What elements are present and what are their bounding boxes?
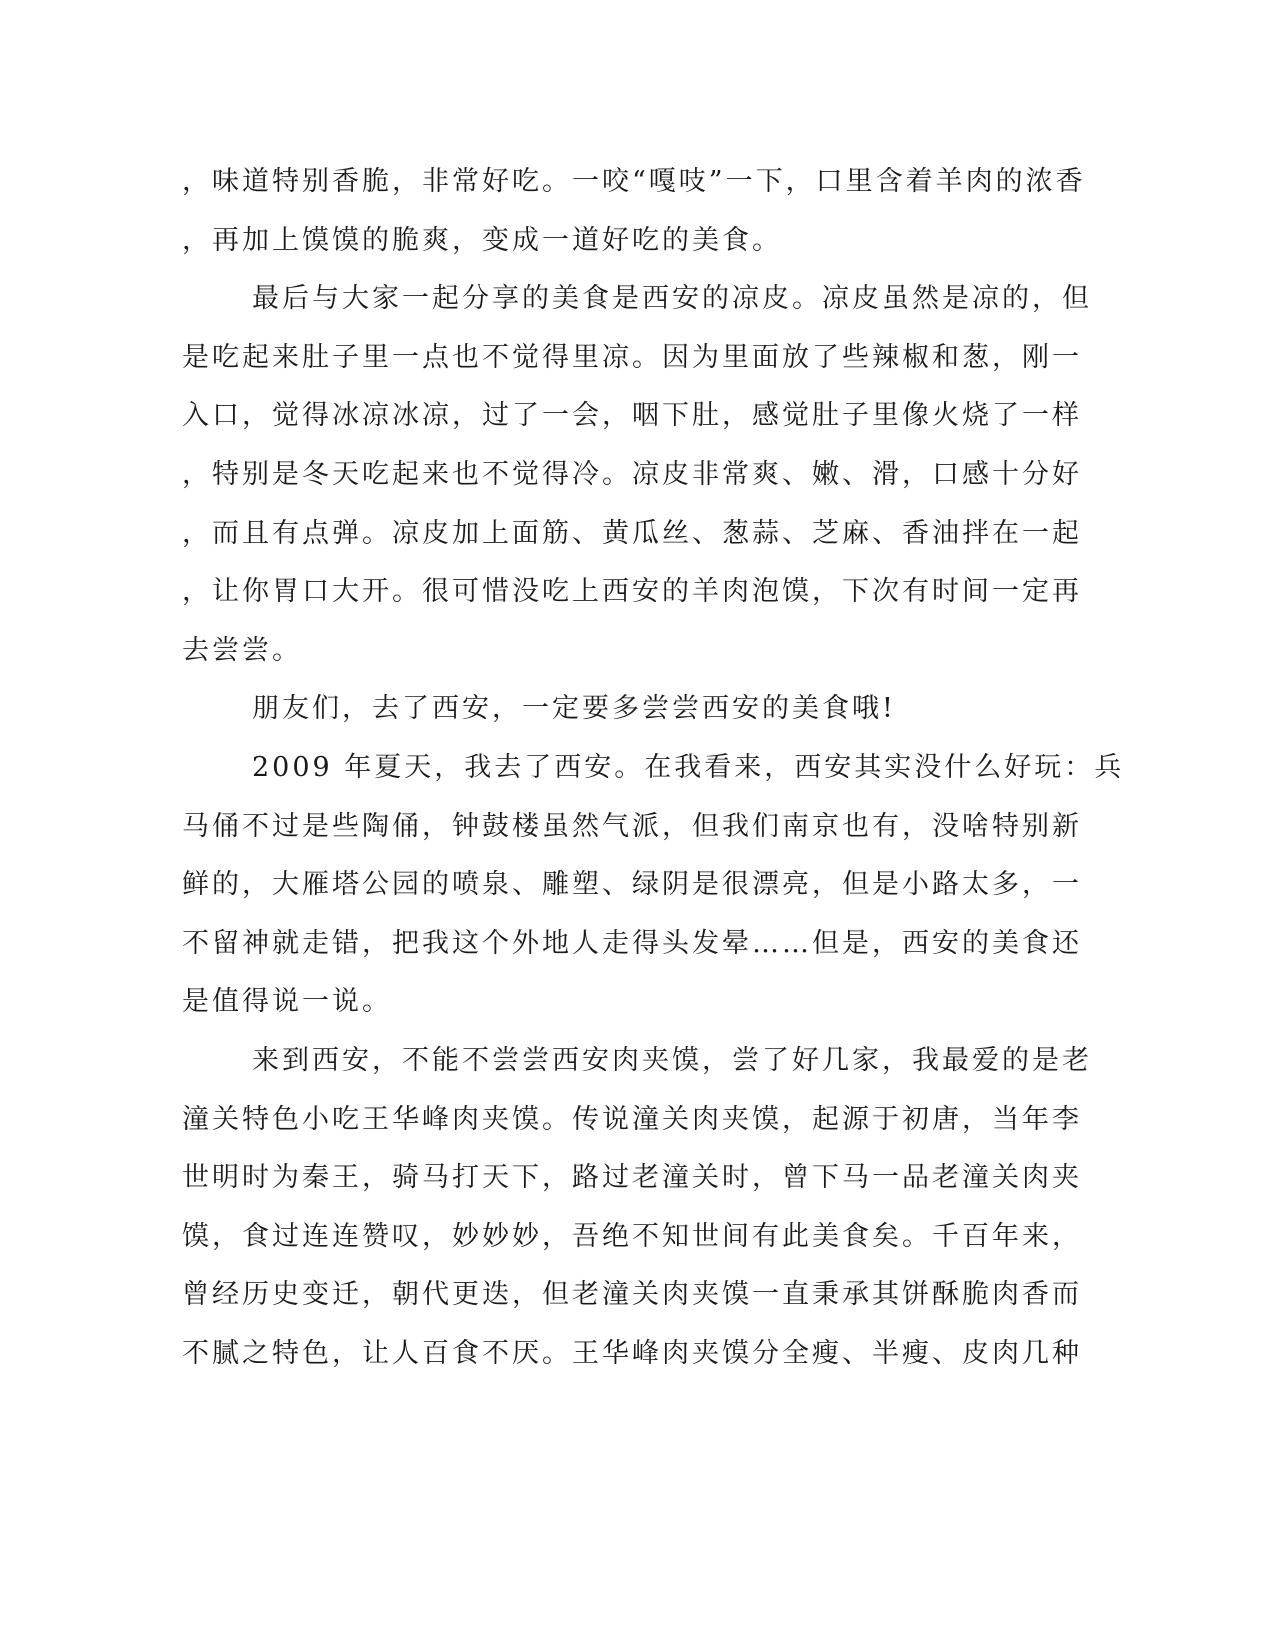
text-line: ，特别是冬天吃起来也不觉得冷。凉皮非常爽、嫩、滑，口感十分好 <box>182 458 1082 490</box>
text-line: ，而且有点弹。凉皮加上面筋、黄瓜丝、葱蒜、芝麻、香油拌在一起 <box>182 517 1082 549</box>
text-line: 入口，觉得冰凉冰凉，过了一会，咽下肚，感觉肚子里像火烧了一样 <box>182 400 1082 432</box>
text-line: 鲜的，大雁塔公园的喷泉、雕塑、绿阴是很漂亮，但是小路太多，一 <box>182 869 1082 901</box>
text-line: ，再加上馍馍的脆爽，变成一道好吃的美食。 <box>182 224 782 256</box>
text-line: ，让你胃口大开。很可惜没吃上西安的羊肉泡馍，下次有时间一定再 <box>182 576 1082 608</box>
text-line: 去尝尝。 <box>182 634 302 666</box>
paragraph-start-line: 最后与大家一起分享的美食是西安的凉皮。凉皮虽然是凉的，但 <box>252 283 1092 315</box>
text-line: 是值得说一说。 <box>182 986 392 1018</box>
text-line: ，味道特别香脆，非常好吃。一咬“嘎吱”一下，口里含着羊肉的浓香 <box>182 166 1086 197</box>
paragraph-start-line: 来到西安，不能不尝尝西安肉夹馍，尝了好几家，我最爱的是老 <box>252 1044 1092 1076</box>
text-line: 是吃起来肚子里一点也不觉得里凉。因为里面放了些辣椒和葱，刚一 <box>182 341 1082 373</box>
paragraph-start-line: 朋友们，去了西安，一定要多尝尝西安的美食哦! <box>252 693 896 725</box>
body-text <box>182 160 1125 1390</box>
text-line: 马俑不过是些陶俑，钟鼓楼虽然气派，但我们南京也有，没啥特别新 <box>182 810 1082 842</box>
text-line: 馍，食过连连赞叹，妙妙妙，吾绝不知世间有此美食矣。千百年来， <box>182 1220 1082 1252</box>
text-line: 不留神就走错，把我这个外地人走得头发晕……但是，西安的美食还 <box>182 927 1082 959</box>
text-line: 曾经历史变迁，朝代更迭，但老潼关肉夹馍一直秉承其饼酥脆肉香而 <box>182 1279 1082 1311</box>
text-line: 潼关特色小吃王华峰肉夹馍。传说潼关肉夹馍，起源于初唐，当年李 <box>182 1103 1082 1135</box>
paragraph-start-line: 2009 年夏天，我去了西安。在我看来，西安其实没什么好玩：兵 <box>252 751 1125 783</box>
text-line: 不腻之特色，让人百食不厌。王华峰肉夹馍分全瘦、半瘦、皮肉几种 <box>182 1337 1082 1369</box>
text-line: 世明时为秦王，骑马打天下，路过老潼关时，曾下马一品老潼关肉夹 <box>182 1162 1082 1194</box>
